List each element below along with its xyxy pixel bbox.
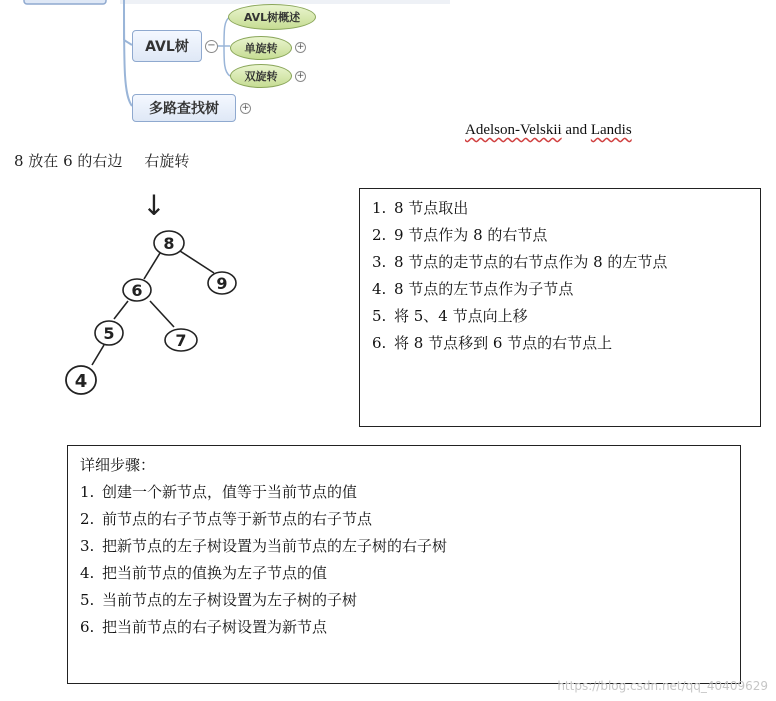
mindmap-node-multiway-tree[interactable]: 多路查找树 bbox=[132, 94, 236, 122]
caption-avl-origin bbox=[465, 122, 632, 139]
mindmap-node-avl-overview[interactable]: AVL树概述 bbox=[228, 4, 316, 30]
detail-title: 详细步骤： bbox=[80, 456, 156, 474]
mindmap-node-single-rotation[interactable]: 单旋转 bbox=[230, 36, 292, 60]
item-number: 5. bbox=[80, 591, 95, 609]
detail-steps-box bbox=[67, 445, 741, 684]
item-text: 将 5、4 节点向上移 bbox=[394, 307, 528, 325]
list-item bbox=[372, 330, 750, 357]
item-text: 8 节点的左节点作为子节点 bbox=[394, 280, 574, 298]
expand-icon[interactable]: + bbox=[241, 103, 250, 113]
rotation-note: 8 放在 6 的右边 bbox=[14, 152, 123, 170]
caption-word: and bbox=[561, 122, 591, 138]
item-text: 把新节点的左子树设置为当前节点的左子树的右子树 bbox=[102, 537, 448, 555]
tree-node-label: 5 bbox=[103, 324, 115, 343]
detail-steps-list bbox=[80, 479, 730, 641]
tree-node-label: 8 bbox=[163, 234, 175, 253]
item-number: 3. bbox=[80, 537, 95, 555]
item-text: 把当前节点的值换为左子节点的值 bbox=[102, 564, 328, 582]
collapse-icon[interactable]: − bbox=[205, 40, 218, 53]
list-item bbox=[372, 249, 750, 276]
list-item bbox=[80, 614, 730, 641]
item-text: 把当前节点的右子树设置为新节点 bbox=[102, 618, 328, 636]
mindmap-node-double-rotation[interactable]: 双旋转 bbox=[230, 64, 292, 88]
item-number: 3. bbox=[372, 253, 387, 271]
list-item bbox=[372, 222, 750, 249]
tree-edge bbox=[180, 251, 214, 273]
item-text: 8 节点的走节点的右节点作为 8 的左节点 bbox=[394, 253, 668, 271]
list-item bbox=[372, 195, 750, 222]
item-number: 2. bbox=[80, 510, 95, 528]
item-number: 4. bbox=[372, 280, 387, 298]
list-item bbox=[80, 587, 730, 614]
item-number: 1. bbox=[372, 199, 387, 217]
tree-edge bbox=[150, 301, 174, 327]
list-item bbox=[372, 303, 750, 330]
item-number: 4. bbox=[80, 564, 95, 582]
expand-icon[interactable]: + bbox=[296, 42, 305, 52]
list-item bbox=[80, 560, 730, 587]
tree-node-label: 4 bbox=[74, 371, 88, 392]
list-item bbox=[372, 276, 750, 303]
list-item bbox=[80, 533, 730, 560]
mind-map bbox=[0, 0, 470, 135]
caption-word: Adelson-Velskii bbox=[465, 122, 562, 138]
item-number: 6. bbox=[80, 618, 95, 636]
item-text: 9 节点作为 8 的右节点 bbox=[394, 226, 548, 244]
list-item bbox=[80, 506, 730, 533]
item-text: 8 节点取出 bbox=[394, 199, 469, 217]
rotation-steps-box bbox=[359, 188, 761, 427]
tree-node-label: 6 bbox=[131, 281, 143, 300]
tree-edge bbox=[114, 301, 128, 319]
expand-icon[interactable]: + bbox=[296, 71, 305, 81]
tree-sketch bbox=[14, 183, 264, 433]
rotation-steps-list bbox=[372, 195, 750, 357]
item-text: 将 8 节点移到 6 节点的右节点上 bbox=[394, 334, 613, 352]
down-arrow-icon: ↓ bbox=[142, 189, 166, 222]
item-number: 5. bbox=[372, 307, 387, 325]
item-text: 前节点的右子节点等于新节点的右子节点 bbox=[102, 510, 373, 528]
item-number: 6. bbox=[372, 334, 387, 352]
rotation-caption bbox=[14, 150, 189, 171]
item-number: 1. bbox=[80, 483, 95, 501]
item-number: 2. bbox=[372, 226, 387, 244]
rotation-action: 右旋转 bbox=[144, 152, 190, 170]
tree-diagram bbox=[14, 183, 264, 433]
list-item bbox=[80, 479, 730, 506]
tree-edge bbox=[144, 253, 160, 279]
tree-node-label: 7 bbox=[175, 331, 187, 350]
item-text: 创建一个新节点，值等于当前节点的值 bbox=[102, 483, 358, 501]
tree-node-label: 9 bbox=[216, 274, 228, 293]
item-text: 当前节点的左子树设置为左子树的子树 bbox=[102, 591, 358, 609]
watermark: https://blog.csdn.net/qq_40409629 bbox=[557, 679, 768, 693]
caption-word: Landis bbox=[590, 122, 632, 138]
mindmap-node-avl[interactable]: AVL树 bbox=[132, 30, 202, 62]
tree-edge bbox=[92, 345, 104, 365]
